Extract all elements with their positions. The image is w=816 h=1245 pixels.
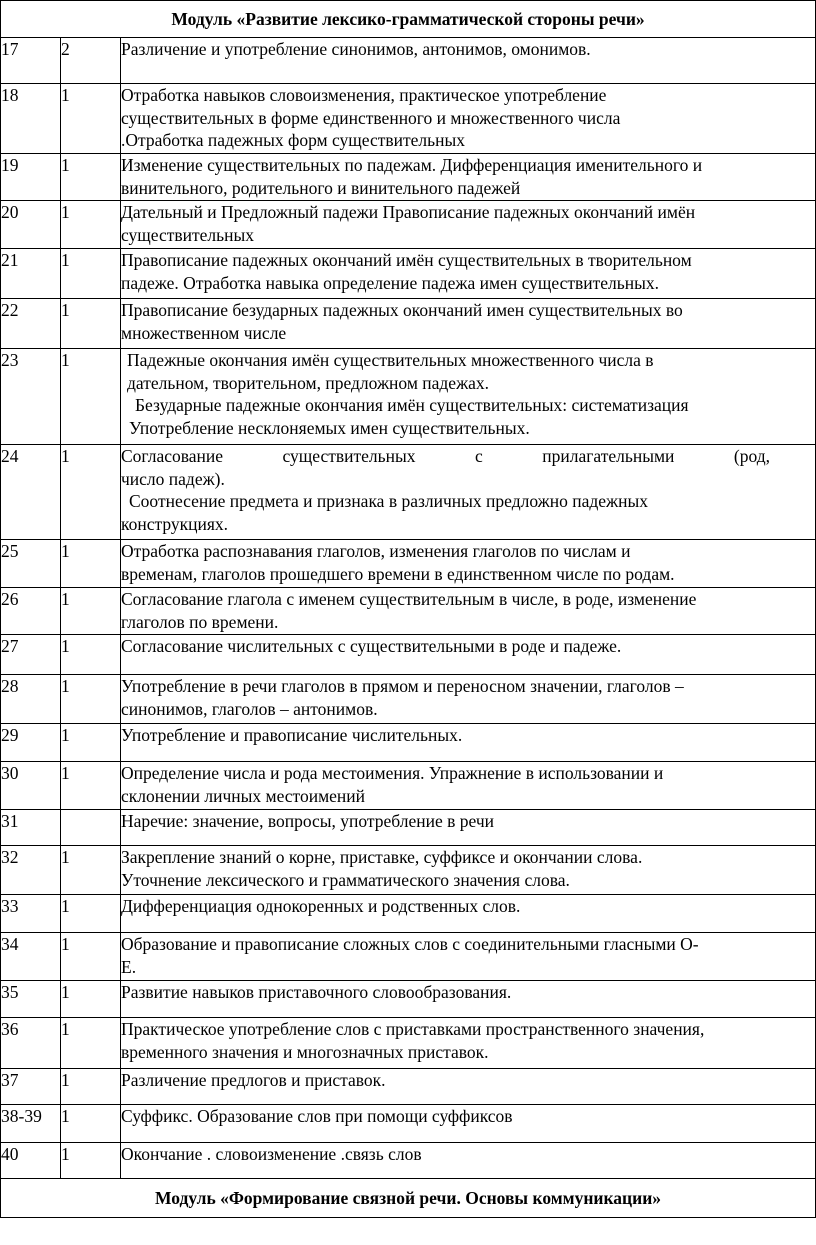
lesson-topic: [121, 981, 816, 1018]
topic-line: временам, глаголов прошедшего времени в единственном числе по родам.: [121, 563, 675, 584]
table-row: [1, 349, 816, 445]
lesson-number: 17: [1, 38, 61, 84]
topic-line: синонимов, глаголов – антонимов.: [121, 698, 378, 719]
table-row: [1, 38, 816, 84]
table-row: [1, 445, 816, 540]
lesson-number: 30: [1, 762, 61, 810]
topic-line: существительных: [121, 224, 255, 245]
lesson-topic: [121, 38, 816, 84]
topic-line: Образование и правописание сложных слов с соединительными гласными О-: [121, 934, 699, 954]
topic-line: Изменение существительных по падежам. Дифференциация именительного и: [121, 155, 703, 175]
topic-line: .Отработка падежных форм существительных: [121, 130, 466, 150]
lesson-hours: 1: [61, 349, 121, 445]
topic-line: множественном числе: [121, 322, 287, 343]
topic-line: Различение и употребление синонимов, антонимов, омонимов.: [121, 39, 591, 59]
table-row: [1, 724, 816, 762]
topic-line: падеже. Отработка навыка определение падежа имен существительных.: [121, 272, 659, 293]
topic-line: Употребление в речи глаголов в прямом и переносном значении, глаголов –: [121, 676, 684, 696]
lesson-topic: [121, 540, 816, 588]
lesson-number: 36: [1, 1018, 61, 1069]
topic-line: Падежные окончания имён существительных множественного числа в: [127, 350, 654, 370]
lesson-hours: 1: [61, 588, 121, 635]
lesson-hours: 1: [61, 1105, 121, 1143]
lesson-hours: 1: [61, 445, 121, 540]
table-row: [1, 588, 816, 635]
lesson-topic: [121, 588, 816, 635]
topic-line: Окончание . словоизменение .связь слов: [121, 1144, 422, 1164]
topic-line: Правописание безударных падежных окончаний имен существительных во: [121, 300, 683, 320]
topic-line: конструкциях.: [121, 513, 229, 534]
lesson-topic: [121, 1069, 816, 1105]
lesson-topic: [121, 349, 816, 445]
table-row: [1, 810, 816, 846]
lesson-topic: [121, 724, 816, 762]
table-row: [1, 201, 816, 249]
lesson-topic: [121, 635, 816, 675]
topic-line: Соотнесение предмета и признака в различных предложно падежных: [129, 491, 648, 511]
topic-line: Различение предлогов и приставок.: [121, 1070, 386, 1090]
lesson-topic: [121, 933, 816, 981]
module-header-row: [1, 1179, 816, 1218]
topic-line: Наречие: значение, вопросы, употребление в речи: [121, 811, 495, 831]
topic-line: Определение числа и рода местоимения. Упражнение в использовании и: [121, 763, 664, 783]
topic-line: число падеж).: [121, 468, 225, 489]
lesson-topic: [121, 154, 816, 201]
lesson-number: 21: [1, 249, 61, 299]
lesson-number: 22: [1, 299, 61, 349]
lesson-hours: 1: [61, 724, 121, 762]
table-row: [1, 1105, 816, 1143]
module-header-cell: [1, 1179, 816, 1218]
module-title: Модуль «Развитие лексико-грамматической стороны речи»: [171, 8, 645, 29]
topic-line: Согласование существительных с прилагательными (род,: [121, 446, 771, 466]
lesson-topic: [121, 675, 816, 724]
lesson-hours: 1: [61, 540, 121, 588]
topic-line: Дифференциация однокоренных и родственных слов.: [121, 896, 521, 916]
topic-line: Дательный и Предложный падежи Правописание падежных окончаний имён: [121, 202, 696, 222]
lesson-topic: [121, 84, 816, 154]
topic-line: Безударные падежные окончания имён существительных: систематизация: [135, 395, 689, 415]
table-row: [1, 762, 816, 810]
topic-line: Е.: [121, 956, 137, 977]
topic-line: склонении личных местоимений: [121, 785, 366, 806]
lesson-number: 40: [1, 1143, 61, 1179]
table-row: [1, 933, 816, 981]
lesson-hours: 1: [61, 981, 121, 1018]
table-row: [1, 981, 816, 1018]
topic-line: дательном, творительном, предложном падежах.: [127, 372, 490, 393]
topic-line: глаголов по времени.: [121, 611, 279, 632]
topic-line: Отработка распознавания глаголов, изменения глаголов по числам и: [121, 541, 631, 561]
topic-line: временного значения и многозначных приставок.: [121, 1041, 489, 1062]
table-row: [1, 635, 816, 675]
lesson-hours: 1: [61, 675, 121, 724]
table-row: [1, 1069, 816, 1105]
table-row: [1, 299, 816, 349]
lesson-hours: 2: [61, 38, 121, 84]
table-row: [1, 1143, 816, 1179]
lesson-number: 23: [1, 349, 61, 445]
lesson-topic: [121, 201, 816, 249]
lesson-hours: [61, 810, 121, 846]
table-row: [1, 84, 816, 154]
table-row: [1, 846, 816, 895]
lesson-topic: [121, 445, 816, 540]
lesson-number: 33: [1, 895, 61, 933]
lesson-number: 32: [1, 846, 61, 895]
topic-line: Употребление несклоняемых имен существительных.: [129, 417, 530, 438]
topic-line: Закрепление знаний о корне, приставке, суффиксе и окончании слова.: [121, 847, 643, 867]
topic-line: винительного, родительного и винительного падежей: [121, 177, 521, 198]
lesson-number: 38-39: [1, 1105, 61, 1143]
lesson-hours: 1: [61, 154, 121, 201]
lesson-number: 18: [1, 84, 61, 154]
lesson-topic: [121, 1143, 816, 1179]
table-row: [1, 675, 816, 724]
topic-line: существительных в форме единственного и множественного числа: [121, 107, 621, 128]
lesson-hours: 1: [61, 299, 121, 349]
lesson-hours: 1: [61, 846, 121, 895]
lesson-hours: 1: [61, 635, 121, 675]
lesson-hours: 1: [61, 933, 121, 981]
topic-line: Употребление и правописание числительных.: [121, 725, 463, 745]
lesson-number: 20: [1, 201, 61, 249]
lesson-hours: 1: [61, 1143, 121, 1179]
topic-line: Развитие навыков приставочного словообразования.: [121, 982, 512, 1002]
lesson-number: 35: [1, 981, 61, 1018]
topic-line: Суффикс. Образование слов при помощи суффиксов: [121, 1106, 513, 1126]
lesson-number: 31: [1, 810, 61, 846]
table-row: [1, 249, 816, 299]
lesson-hours: 1: [61, 1018, 121, 1069]
lesson-number: 28: [1, 675, 61, 724]
lesson-topic: [121, 895, 816, 933]
topic-line: Согласование числительных с существительными в роде и падеже.: [121, 636, 622, 656]
lesson-number: 26: [1, 588, 61, 635]
lesson-topic: [121, 249, 816, 299]
lesson-number: 34: [1, 933, 61, 981]
table-row: [1, 895, 816, 933]
lesson-hours: 1: [61, 895, 121, 933]
lesson-topic: [121, 810, 816, 846]
lesson-number: 24: [1, 445, 61, 540]
lesson-topic: [121, 846, 816, 895]
topic-line: Правописание падежных окончаний имён существительных в творительном: [121, 250, 692, 270]
module-header-row: [1, 1, 816, 38]
lesson-number: 27: [1, 635, 61, 675]
lesson-hours: 1: [61, 1069, 121, 1105]
lesson-hours: 1: [61, 84, 121, 154]
lesson-topic: [121, 762, 816, 810]
lesson-number: 19: [1, 154, 61, 201]
topic-line: Согласование глагола с именем существительным в числе, в роде, изменение: [121, 589, 697, 609]
module-header-cell: [1, 1, 816, 38]
lesson-topic: [121, 1105, 816, 1143]
lesson-number: 37: [1, 1069, 61, 1105]
topic-line: Уточнение лексического и грамматического значения слова.: [121, 869, 570, 890]
table-row: [1, 154, 816, 201]
topic-line: Практическое употребление слов с приставками пространственного значения,: [121, 1019, 705, 1039]
lesson-hours: 1: [61, 762, 121, 810]
lesson-topic: [121, 1018, 816, 1069]
lesson-hours: 1: [61, 249, 121, 299]
lesson-hours: 1: [61, 201, 121, 249]
module-title: Модуль «Формирование связной речи. Основы коммуникации»: [154, 1187, 662, 1208]
table-row: [1, 540, 816, 588]
topic-line: Отработка навыков словоизменения, практическое употребление: [121, 85, 607, 105]
lesson-topic: [121, 299, 816, 349]
table-row: [1, 1018, 816, 1069]
lesson-number: 25: [1, 540, 61, 588]
lesson-number: 29: [1, 724, 61, 762]
